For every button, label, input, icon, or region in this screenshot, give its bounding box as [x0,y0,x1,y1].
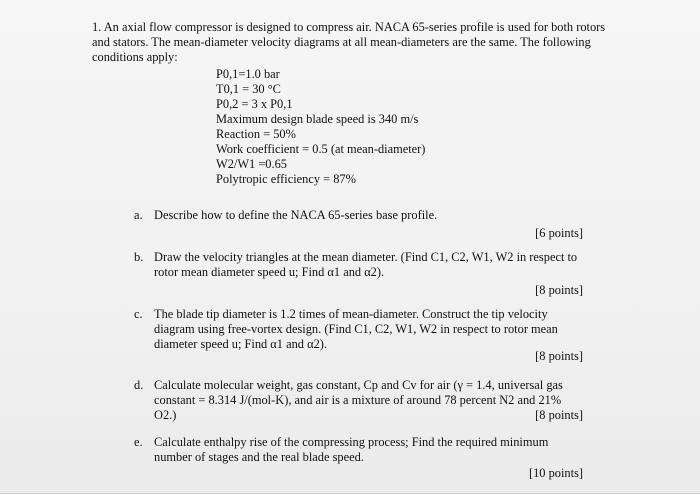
condition-p02: P0,2 = 3 x P0,1 [216,97,293,111]
item-a-points: [6 points] [535,226,583,240]
item-c-points: [8 points] [535,349,583,363]
item-d-letter: d. [134,378,144,392]
condition-reaction: Reaction = 50% [216,127,296,141]
item-b-points: [8 points] [535,283,583,297]
question-intro [92,20,612,65]
item-d-text: Calculate molecular weight, gas constant, Cp and Cv for air (γ = 1.4, universal gas constant = 8.314 J/(mol-K), and air is a mixture of around 78 percent N2 and 21% O2.) [154,378,563,422]
item-e-points: [10 points] [528,466,583,480]
item-c-letter: c. [134,307,143,321]
condition-blade-speed: Maximum design blade speed is 340 m/s [216,112,419,126]
item-c-text: The blade tip diameter is 1.2 times of mean-diameter. Construct the tip velocity diagram using free-vortex design. (Find C1, C2, W1, W2 in respect to rotor mean diameter speed u; Find α1 and α2). [154,307,558,351]
condition-p01: P0,1=1.0 bar [216,67,280,81]
item-e-letter: e. [134,435,143,449]
item-a-text: Describe how to define the NACA 65-series base profile. [154,208,438,222]
condition-polytropic-efficiency: Polytropic efficiency = 87% [216,172,356,186]
condition-w-ratio: W2/W1 =0.65 [216,157,287,171]
item-a-letter: a. [134,208,143,222]
item-b-letter: b. [134,250,144,264]
question-number: 1. [92,20,102,34]
item-e-text: Calculate enthalpy rise of the compressing process; Find the required minimum number of stages and the real blade speed. [154,435,549,464]
item-b-text: Draw the velocity triangles at the mean diameter. (Find C1, C2, W1, W2 in respect to rotor mean diameter speed u; Find α1 and α2). [154,250,578,279]
question-intro-text: An axial flow compressor is designed to compress air. NACA 65-series profile is used for both rotors and stators. The mean-diameter velocity diagrams at all mean-diameters are the same. The following conditions apply: [92,20,606,64]
condition-work-coefficient: Work coefficient = 0.5 (at mean-diameter) [216,142,426,156]
item-d-points: [8 points] [535,408,583,422]
condition-t01: T0,1 = 30 °C [216,82,281,96]
